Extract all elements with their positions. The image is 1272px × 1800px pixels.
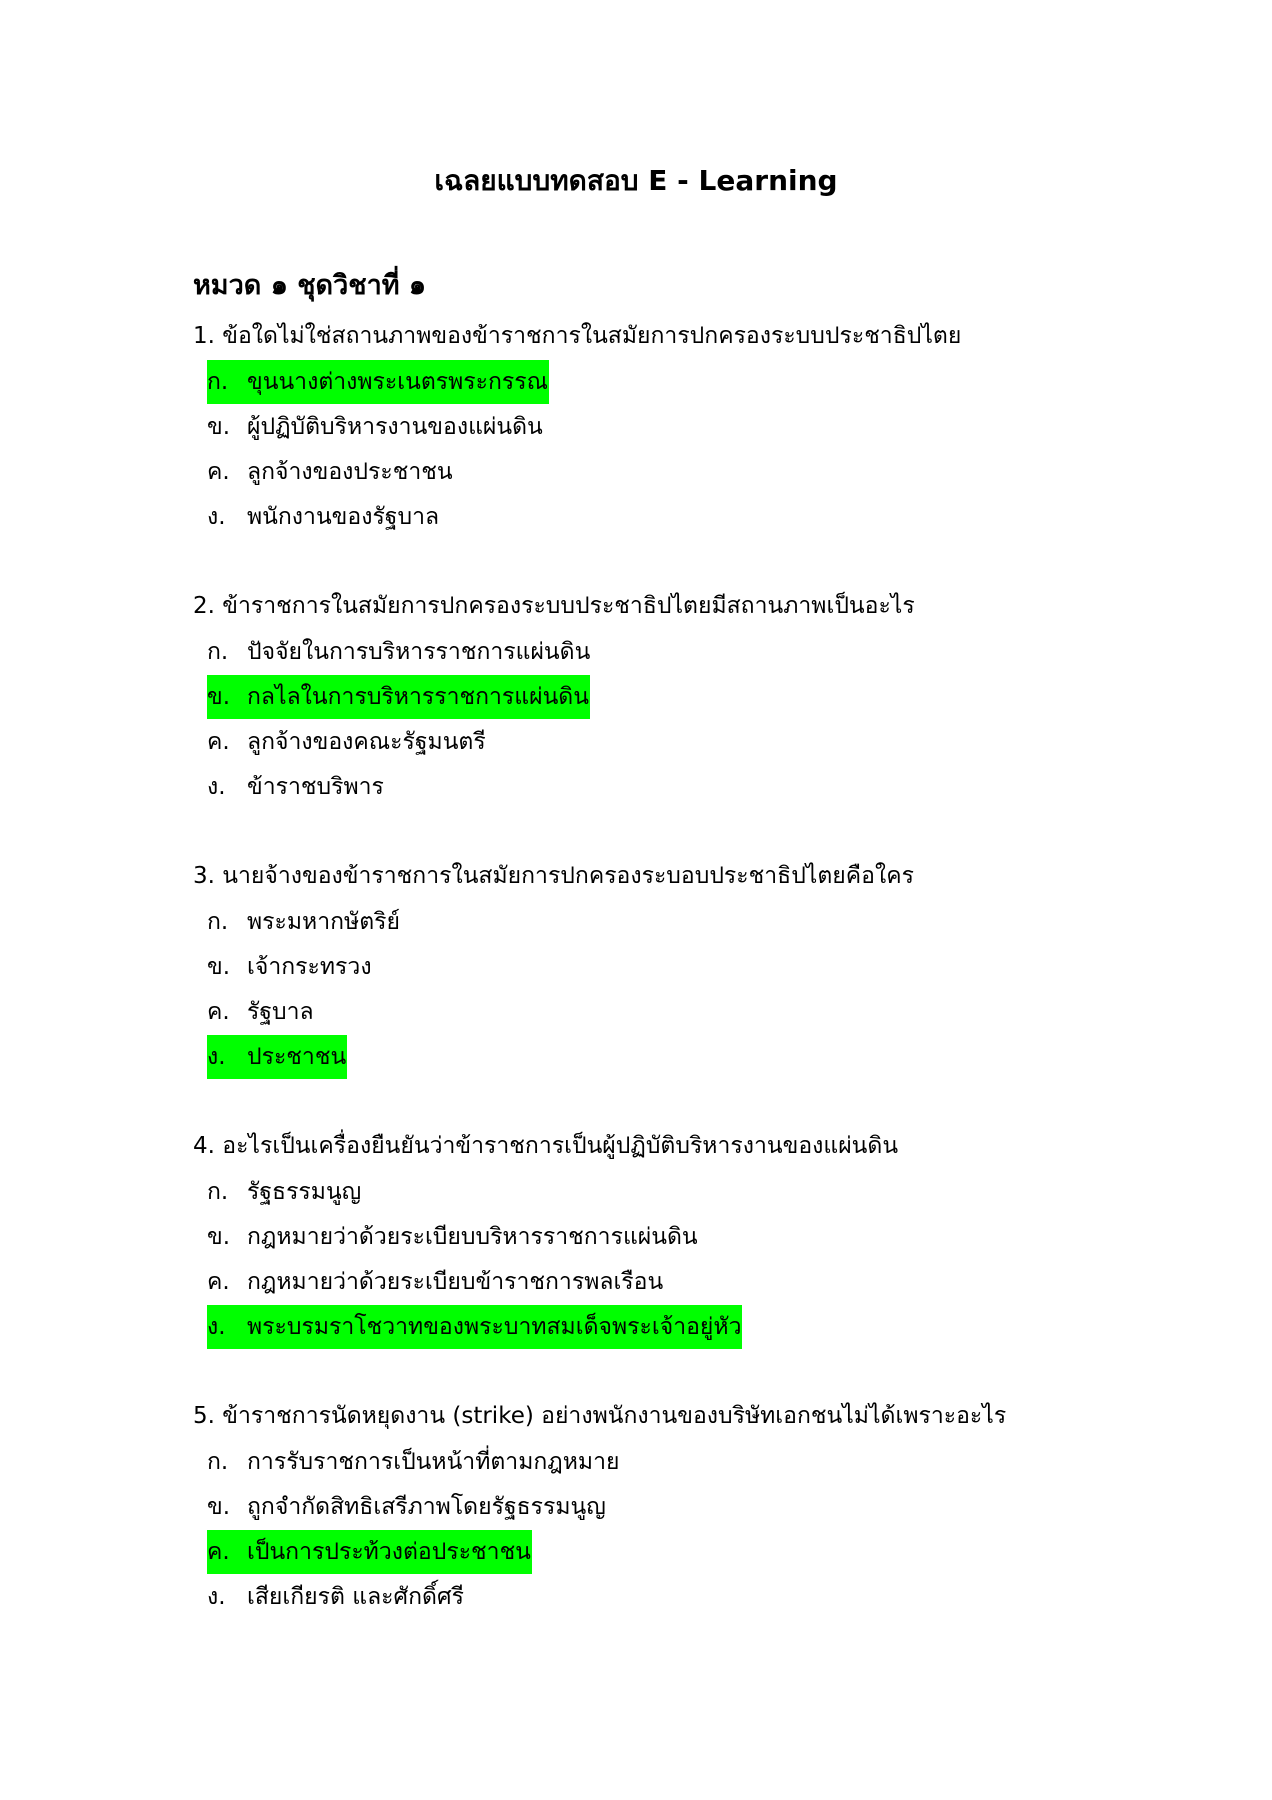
- answer-choice: [193, 629, 1093, 674]
- question-text: 2. ข้าราชการในสมัยการปกครองระบบประชาธิปไตยมีสถานภาพเป็นอะไร: [193, 593, 915, 619]
- correct-answer-choice: [193, 674, 1093, 719]
- choice-letter: ค.: [207, 728, 230, 755]
- answer-content: [207, 450, 454, 494]
- choice-letter: ก.: [207, 1448, 229, 1475]
- answer-choice: [193, 1484, 1093, 1529]
- answer-choice: [193, 719, 1093, 764]
- choice-letter: ข.: [207, 683, 231, 710]
- answer-highlight: [207, 360, 549, 404]
- choice-text: เป็นการประท้วงต่อประชาชน: [247, 1538, 531, 1565]
- question-text: 1. ข้อใดไม่ใช่สถานภาพของข้าราชการในสมัยการปกครองระบบประชาธิปไตย: [193, 323, 962, 349]
- answer-content: [207, 765, 385, 809]
- answer-choice: [193, 494, 1093, 539]
- choice-text: ลูกจ้างของประชาชน: [247, 458, 453, 485]
- answer-choice: [193, 1259, 1093, 1304]
- choice-text: การรับราชการเป็นหน้าที่ตามกฎหมาย: [247, 1448, 620, 1475]
- choice-text: เสียเกียรติ และศักดิ์ศรี: [247, 1583, 464, 1610]
- choice-text: ประชาชน: [247, 1043, 347, 1070]
- answer-choice: [193, 404, 1093, 449]
- answer-highlight: [207, 675, 590, 719]
- answer-choice: [193, 1574, 1093, 1619]
- choice-letter: ง.: [207, 1043, 226, 1070]
- answer-content: [207, 900, 401, 944]
- answer-content: [207, 1170, 362, 1214]
- question-text: 4. อะไรเป็นเครื่องยืนยันว่าข้าราชการเป็นผู้ปฏิบัติบริหารงานของแผ่นดิน: [193, 1133, 899, 1159]
- answer-choice: [193, 944, 1093, 989]
- answer-highlight: [207, 1530, 532, 1574]
- choice-text: เจ้ากระทรวง: [247, 953, 372, 980]
- correct-answer-choice: [193, 1304, 1093, 1349]
- choice-letter: ข.: [207, 953, 231, 980]
- choice-letter: ค.: [207, 998, 230, 1025]
- choice-letter: ง.: [207, 1583, 226, 1610]
- choice-letter: ค.: [207, 458, 230, 485]
- choice-letter: ก.: [207, 638, 229, 665]
- choice-text: ขุนนางต่างพระเนตรพระกรรณ: [247, 368, 548, 395]
- answer-content: [207, 495, 440, 539]
- choice-text: รัฐบาล: [247, 998, 314, 1025]
- choice-letter: ก.: [207, 1178, 229, 1205]
- choice-letter: ค.: [207, 1538, 230, 1565]
- answer-choice: [193, 899, 1093, 944]
- answer-content: [207, 405, 544, 449]
- question-3: [193, 854, 1093, 1079]
- choice-text: พนักงานของรัฐบาล: [247, 503, 440, 530]
- answer-choice: [193, 989, 1093, 1034]
- choice-text: กฎหมายว่าด้วยระเบียบบริหารราชการแผ่นดิน: [247, 1223, 698, 1250]
- answer-content: [207, 1575, 465, 1619]
- question-1: [193, 314, 1093, 539]
- answer-content: [207, 1485, 607, 1529]
- question-2: [193, 584, 1093, 809]
- answer-content: [207, 1260, 664, 1304]
- answer-highlight: [207, 1035, 347, 1079]
- choice-letter: ข.: [207, 1493, 231, 1520]
- question-list: [193, 314, 1093, 1664]
- choice-text: ลูกจ้างของคณะรัฐมนตรี: [247, 728, 486, 755]
- choice-letter: ก.: [207, 908, 229, 935]
- question-4: [193, 1124, 1093, 1349]
- section-title: หมวด ๑ ชุดวิชาที่ ๑: [193, 270, 427, 301]
- choice-text: กลไลในการบริหารราชการแผ่นดิน: [247, 683, 589, 710]
- correct-answer-choice: [193, 1529, 1093, 1574]
- answer-choice: [193, 764, 1093, 809]
- question-5: [193, 1394, 1093, 1619]
- choice-letter: ง.: [207, 1313, 226, 1340]
- document-title: เฉลยแบบทดสอบ E - Learning: [434, 164, 838, 197]
- choice-text: ถูกจำกัดสิทธิเสรีภาพโดยรัฐธรรมนูญ: [247, 1493, 606, 1520]
- answer-content: [207, 990, 315, 1034]
- answer-content: [207, 945, 373, 989]
- choice-text: ข้าราชบริพาร: [247, 773, 384, 800]
- answer-content: [207, 1440, 620, 1484]
- choice-text: ผู้ปฏิบัติบริหารงานของแผ่นดิน: [247, 413, 543, 440]
- choice-letter: ข.: [207, 413, 231, 440]
- choice-text: พระบรมราโชวาทของพระบาทสมเด็จพระเจ้าอยู่หัว: [247, 1313, 742, 1340]
- choice-text: ปัจจัยในการบริหารราชการแผ่นดิน: [247, 638, 591, 665]
- answer-highlight: [207, 1305, 742, 1349]
- choice-text: รัฐธรรมนูญ: [247, 1178, 362, 1205]
- answer-choice: [193, 449, 1093, 494]
- answer-content: [207, 720, 487, 764]
- choice-text: กฎหมายว่าด้วยระเบียบข้าราชการพลเรือน: [247, 1268, 664, 1295]
- answer-choice: [193, 1169, 1093, 1214]
- choice-letter: ก.: [207, 368, 229, 395]
- correct-answer-choice: [193, 1034, 1093, 1079]
- answer-content: [207, 1215, 699, 1259]
- choice-text: พระมหากษัตริย์: [247, 908, 400, 935]
- question-text: 3. นายจ้างของข้าราชการในสมัยการปกครองระบอบประชาธิปไตยคือใคร: [193, 863, 914, 889]
- choice-letter: ค.: [207, 1268, 230, 1295]
- choice-letter: ข.: [207, 1223, 231, 1250]
- answer-choice: [193, 1214, 1093, 1259]
- correct-answer-choice: [193, 359, 1093, 404]
- choice-letter: ง.: [207, 503, 226, 530]
- answer-content: [207, 630, 591, 674]
- choice-letter: ง.: [207, 773, 226, 800]
- answer-choice: [193, 1439, 1093, 1484]
- question-text: 5. ข้าราชการนัดหยุดงาน (strike) อย่างพนักงานของบริษัทเอกชนไม่ได้เพราะอะไร: [193, 1403, 1007, 1429]
